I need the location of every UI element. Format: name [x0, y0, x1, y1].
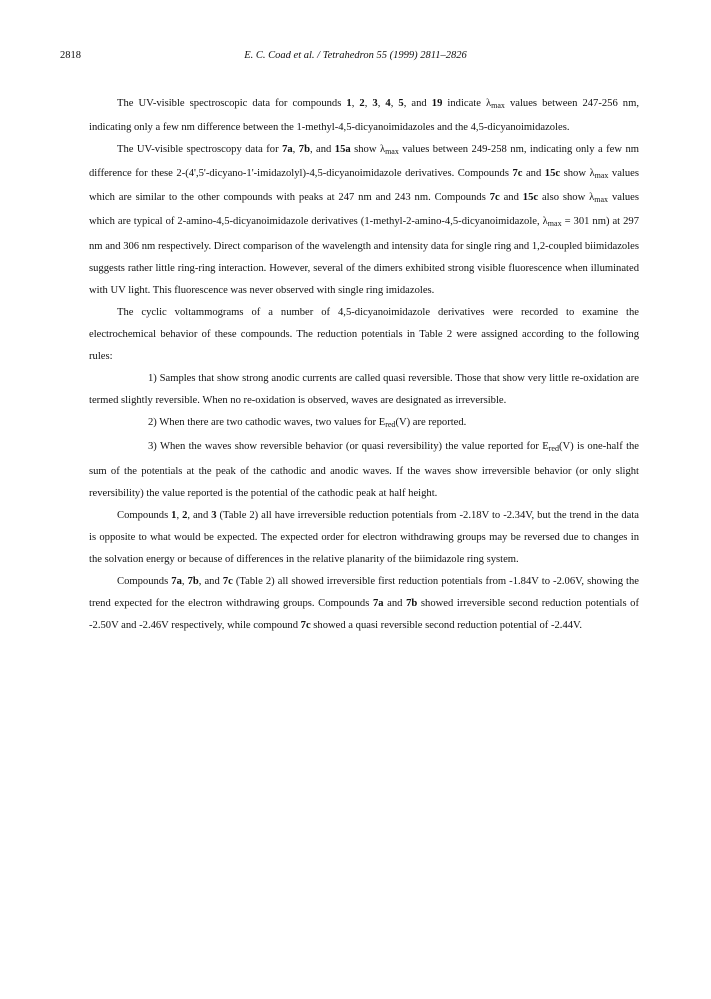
- rule-3: 3) When the waves show reversible behavior (or quasi reversibility) the value reported for $E_{red}(V)$ is one-half the sum of the potentials at the peak of the cathodic and anodic waves. If the waves show irreversible behavior (or only slight reversibility) the value reported is the potential of the cathodic peak at half height.: [89, 441, 640, 499]
- paragraph-voltammetry: The cyclic voltammograms of a number of 4,5-dicyanoimidazole derivatives were recorded to examine the electrochemical behavior of these compounds. The reduction potentials in Table 2 were assigned according to the following rules:: [89, 306, 639, 363]
- paragraph-uv-dimers: The UV-visible spectroscopy data for 7a, 7b, and 15a show $\lambda_{max}$ values between 249-258 nm, indicating only a few nm difference for these 2-(4',5'-dicyano-1'-imidazolyl)-4,5-dicyanoimidazole derivatives. Compounds 7c and 15c show $\lambda_{max}$ values which are similar to the other compounds with peaks at 247 nm and 243 nm. Compounds 7c and 15c also show $\lambda_{max}$ values which are typical of 2-amino-4,5-dicyanoimidazole derivatives (1-methyl-2-amino-4,5-dicyanoimidazole, $\lambda_{max} = 301$ nm) at 297 nm and 306 nm respectively. Direct comparison of the wavelength and intensity data for single ring and 1,2-coupled biimidazoles suggests rather little ring-ring interaction. However, several of the dimers exhibited strong visible fluorescence when illuminated with UV light. This fluorescence was never observed with single ring imidazoles.: [89, 144, 640, 296]
- e-red: $E_{red}(V)$: [378, 417, 411, 430]
- paragraph-compounds-7: Compounds 7a, 7b, and 7c (Table 2) all showed irreversible first reduction potentials from -1.84V to -2.06V, showing the trend expected for the electron withdrawing groups. Compounds 7a and 7b showed irreversible second reduction potentials of -2.50V and -2.46V respectively, while compound 7c showed a quasi reversible second reduction potential of -2.44V.: [89, 575, 640, 632]
- lambda-max: $\lambda_{max}$: [589, 192, 609, 205]
- paragraph-compounds-123: Compounds 1, 2, and 3 (Table 2) all have irreversible reduction potentials from -2.18V to -2.34V, but the trend in the data is opposite to what would be expected. The expected order for electron withdrawing groups may be reversed due to changes in the solvation energy or because of differences in the relative planarity of the biimidazole ring system.: [89, 509, 640, 565]
- lambda-max: $\lambda_{max}$: [379, 144, 399, 157]
- lambda-max: $\lambda_{max}$: [589, 168, 609, 181]
- lambda-max: $\lambda_{max}$: [486, 98, 505, 110]
- rule-1: 1) Samples that show strong anodic currents are called quasi reversible. Those that show very little re-oxidation are termed slightly reversible. When no re-oxidation is observed, waves are designated as irreversible.: [89, 373, 639, 407]
- page-header: [0, 50, 711, 66]
- e-red: $E_{red}(V)$: [542, 441, 574, 454]
- lambda-max: $\lambda_{max}$: [542, 216, 562, 229]
- running-title: E. C. Coad et al. / Tetrahedron 55 (1999) 2811–2826: [244, 50, 467, 61]
- page-number: 2818: [60, 50, 81, 61]
- rule-2: 2) When there are two cathodic waves, two values for $E_{red}(V)$ are reported.: [148, 417, 467, 430]
- article-body: [89, 93, 639, 637]
- paragraph-uv-single: The UV-visible spectroscopic data for compounds 1, 2, 3, 4, 5, and 19 indicate $\lambda_{max}$ values between 247-256 nm, indicating only a few nm difference between the 1-methyl-4,5-dicyanoimidazoles and the 4,5-dicyanoimidazoles.: [89, 98, 639, 134]
